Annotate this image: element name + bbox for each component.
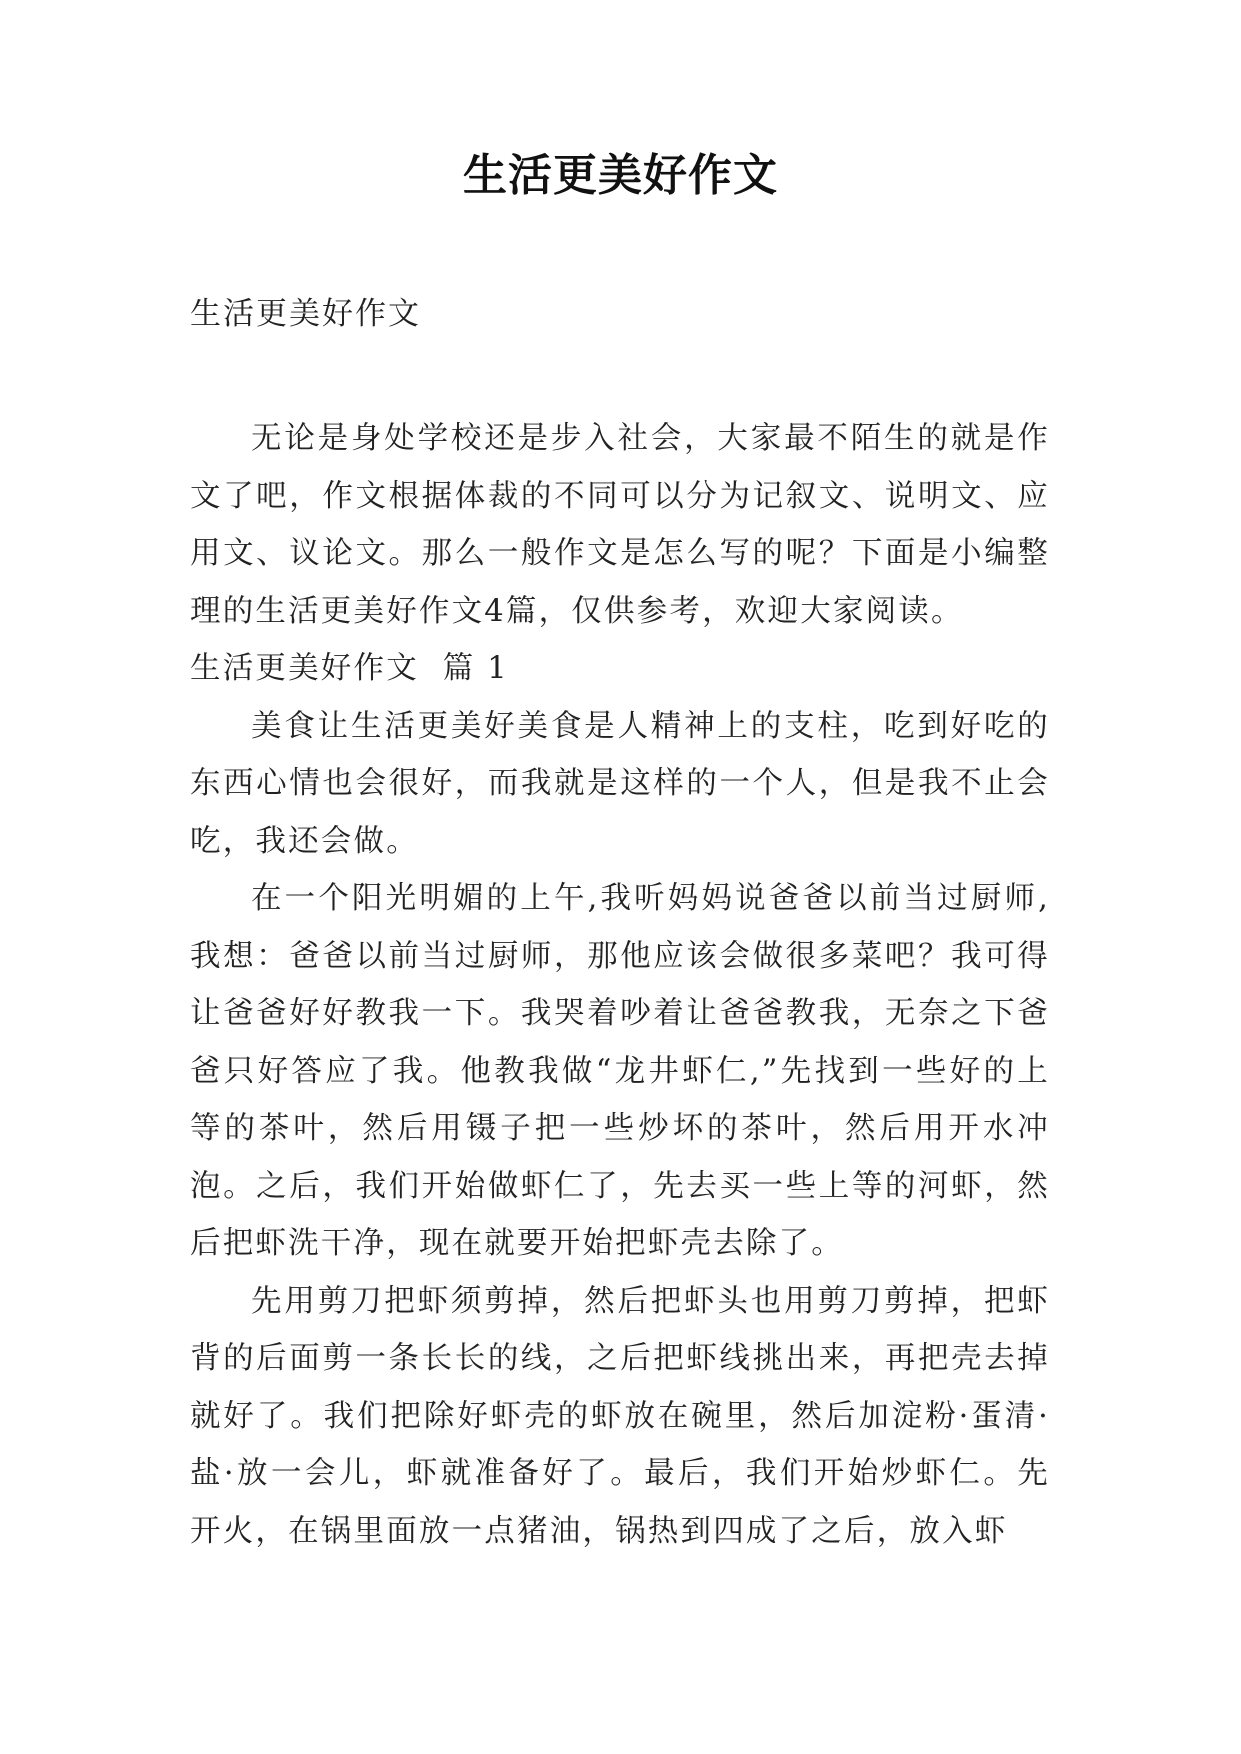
document-subtitle: 生活更美好作文 xyxy=(190,296,421,332)
document-title: 生活更美好作文 xyxy=(463,150,778,201)
intro-paragraph: 无论是身处学校还是步入社会，大家最不陌生的就是作文了吧，作文根据体裁的不同可以分为记叙文、说明文、应用文、议论文。那么一般作文是怎么写的呢？下面是小编整理的生活更美好作文4篇，仅供参考，欢迎大家阅读。 xyxy=(190,421,1050,629)
body-paragraph-3: 先用剪刀把虾须剪掉，然后把虾头也用剪刀剪掉，把虾背的后面剪一条长长的线，之后把虾线挑出来，再把壳去掉就好了。我们把除好虾壳的虾放在碗里，然后加淀粉·蛋清·盐·放一会儿，虾就准备好了。最后，我们开始炒虾仁。先开火，在锅里面放一点猪油，锅热到四成了之后，放入虾 xyxy=(190,1283,1050,1549)
body-paragraph-2: 在一个阳光明媚的上午,我听妈妈说爸爸以前当过厨师,我想：爸爸以前当过厨师，那他应该会做很多菜吧？我可得让爸爸好好教我一下。我哭着吵着让爸爸教我，无奈之下爸爸只好答应了我。他教我做“龙井虾仁,”先找到一些好的上等的茶叶，然后用镊子把一些炒坏的茶叶，然后用开水冲泡。之后，我们开始做虾仁了，先去买一些上等的河虾，然后把虾洗干净，现在就要开始把虾壳去除了。 xyxy=(190,881,1050,1261)
document-body xyxy=(190,410,1050,1560)
body-paragraph-1: 美食让生活更美好美食是人精神上的支柱，吃到好吃的东西心情也会很好，而我就是这样的一个人，但是我不止会吃，我还会做。 xyxy=(190,708,1050,859)
section-heading: 生活更美好作文 篇 1 xyxy=(190,651,509,686)
